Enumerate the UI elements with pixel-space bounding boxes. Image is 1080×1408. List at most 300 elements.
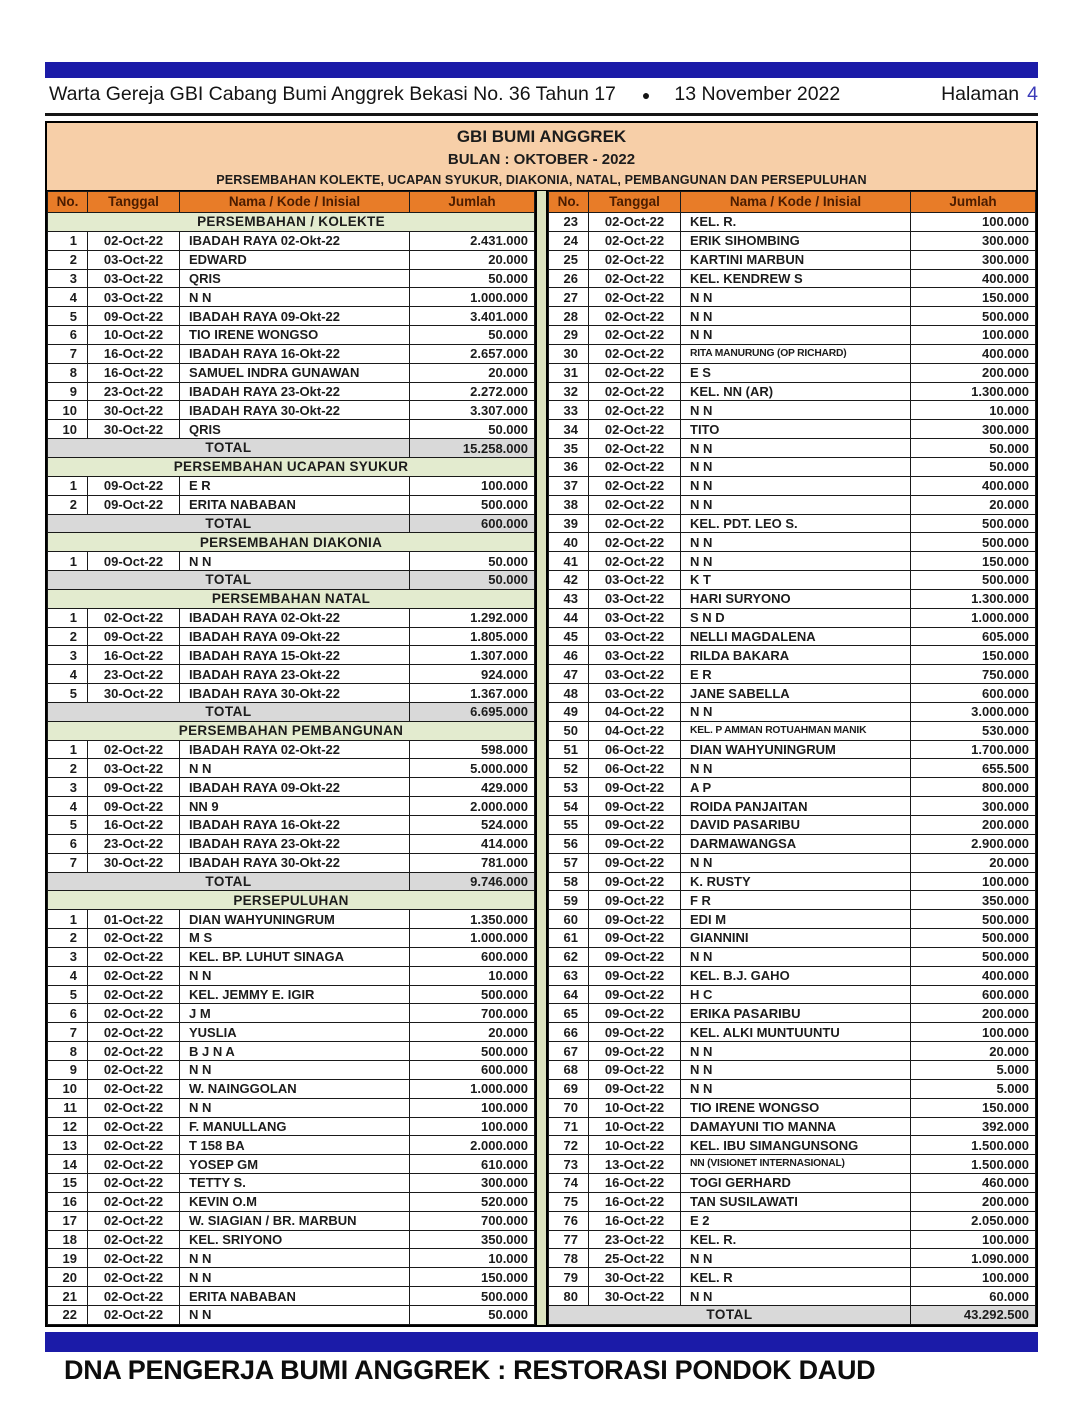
- row-date: 02-Oct-22: [88, 1192, 180, 1211]
- row-number: 11: [48, 1098, 88, 1117]
- row-number: 46: [549, 646, 589, 665]
- row-date: 09-Oct-22: [589, 1079, 681, 1098]
- row-amount: 400.000: [911, 966, 1036, 985]
- row-date: 16-Oct-22: [589, 1192, 681, 1211]
- row-amount: 60.000: [911, 1287, 1036, 1306]
- row-date: 02-Oct-22: [589, 420, 681, 439]
- row-amount: 400.000: [911, 476, 1036, 495]
- row-number: 62: [549, 947, 589, 966]
- footer-slogan: DNA PENGERJA BUMI ANGGREK : RESTORASI PONDOK DAUD: [64, 1355, 876, 1385]
- table-row: [48, 1136, 535, 1155]
- row-amount: 5.000.000: [410, 759, 535, 778]
- row-date: 30-Oct-22: [88, 420, 180, 439]
- row-name: KEL. PDT. LEO S.: [681, 514, 911, 533]
- row-amount: 3.401.000: [410, 307, 535, 326]
- table-row: [549, 759, 1036, 778]
- table-row: [48, 495, 535, 514]
- row-amount: 300.000: [911, 420, 1036, 439]
- table-row: [549, 1230, 1036, 1249]
- row-amount: 1.300.000: [911, 589, 1036, 608]
- row-number: 41: [549, 552, 589, 571]
- row-number: 25: [549, 250, 589, 269]
- row-date: 02-Oct-22: [589, 439, 681, 458]
- row-amount: 50.000: [410, 1305, 535, 1324]
- row-name: TITO: [681, 420, 911, 439]
- row-amount: 598.000: [410, 740, 535, 759]
- row-number: 1: [48, 740, 88, 759]
- table-row: [48, 1155, 535, 1174]
- row-date: 09-Oct-22: [88, 476, 180, 495]
- row-number: 69: [549, 1079, 589, 1098]
- row-number: 4: [48, 288, 88, 307]
- row-amount: 100.000: [410, 476, 535, 495]
- row-amount: 20.000: [911, 495, 1036, 514]
- row-date: 16-Oct-22: [589, 1211, 681, 1230]
- row-name: H C: [681, 985, 911, 1004]
- table-row: [48, 1211, 535, 1230]
- table-row: [549, 1098, 1036, 1117]
- table-row: [549, 213, 1036, 232]
- row-date: 02-Oct-22: [589, 213, 681, 232]
- row-date: 02-Oct-22: [589, 269, 681, 288]
- row-name: J M: [180, 1004, 410, 1023]
- row-date: 30-Oct-22: [88, 684, 180, 703]
- table-row: [549, 646, 1036, 665]
- table-row: [549, 476, 1036, 495]
- row-date: 02-Oct-22: [589, 307, 681, 326]
- row-number: 58: [549, 872, 589, 891]
- row-amount: 50.000: [410, 552, 535, 571]
- row-date: 03-Oct-22: [589, 646, 681, 665]
- table-row: [48, 816, 535, 835]
- row-date: 04-Oct-22: [589, 721, 681, 740]
- table-row: [48, 684, 535, 703]
- table-row: [549, 250, 1036, 269]
- table-row: [48, 231, 535, 250]
- table-row: [48, 929, 535, 948]
- row-name: E 2: [681, 1211, 911, 1230]
- row-name: KEL. R.: [681, 213, 911, 232]
- row-number: 37: [549, 476, 589, 495]
- row-date: 02-Oct-22: [88, 1079, 180, 1098]
- row-number: 13: [48, 1136, 88, 1155]
- row-name: N N: [681, 1060, 911, 1079]
- table-row: [48, 797, 535, 816]
- row-date: 16-Oct-22: [88, 646, 180, 665]
- row-amount: 605.000: [911, 627, 1036, 646]
- row-name: KEL. B.J. GAHO: [681, 966, 911, 985]
- row-name: TAN SUSILAWATI: [681, 1192, 911, 1211]
- row-number: 72: [549, 1136, 589, 1155]
- table-row: [549, 439, 1036, 458]
- row-amount: 500.000: [410, 495, 535, 514]
- row-name: N N: [180, 1098, 410, 1117]
- table-row: [48, 627, 535, 646]
- row-date: 23-Oct-22: [589, 1230, 681, 1249]
- row-number: 63: [549, 966, 589, 985]
- row-number: 7: [48, 344, 88, 363]
- row-date: 09-Oct-22: [589, 1060, 681, 1079]
- row-name: N N: [681, 702, 911, 721]
- total-label: TOTAL: [48, 571, 410, 590]
- row-date: 09-Oct-22: [589, 778, 681, 797]
- row-name: IBADAH RAYA 09-Okt-22: [180, 778, 410, 797]
- row-name: IBADAH RAYA 09-Okt-22: [180, 627, 410, 646]
- total-label: TOTAL: [549, 1305, 911, 1324]
- row-number: 55: [549, 816, 589, 835]
- row-name: W. NAINGGOLAN: [180, 1079, 410, 1098]
- row-number: 18: [48, 1230, 88, 1249]
- row-name: GIANNINI: [681, 929, 911, 948]
- row-name: DIAN WAHYUNINGRUM: [180, 910, 410, 929]
- row-date: 02-Oct-22: [589, 326, 681, 345]
- table-row: [48, 1042, 535, 1061]
- row-name: TOGI GERHARD: [681, 1174, 911, 1193]
- row-number: 8: [48, 1042, 88, 1061]
- row-number: 34: [549, 420, 589, 439]
- row-number: 70: [549, 1098, 589, 1117]
- row-name: T 158 BA: [180, 1136, 410, 1155]
- table-row: [549, 1268, 1036, 1287]
- row-date: 03-Oct-22: [589, 589, 681, 608]
- row-number: 7: [48, 853, 88, 872]
- row-number: 10: [48, 401, 88, 420]
- row-name: N N: [180, 288, 410, 307]
- row-date: 02-Oct-22: [88, 1023, 180, 1042]
- table-row: [549, 702, 1036, 721]
- row-amount: 1.000.000: [410, 1079, 535, 1098]
- row-number: 15: [48, 1174, 88, 1193]
- row-name: B J N A: [180, 1042, 410, 1061]
- row-number: 22: [48, 1305, 88, 1324]
- row-date: 03-Oct-22: [589, 665, 681, 684]
- row-name: N N: [180, 966, 410, 985]
- row-date: 09-Oct-22: [88, 552, 180, 571]
- total-amount: 15.258.000: [410, 439, 535, 458]
- row-name: KEL. IBU SIMANGUNSONG: [681, 1136, 911, 1155]
- row-amount: 500.000: [911, 533, 1036, 552]
- row-number: 51: [549, 740, 589, 759]
- row-amount: 2.431.000: [410, 231, 535, 250]
- row-name: S N D: [681, 608, 911, 627]
- row-name: EDI M: [681, 910, 911, 929]
- row-number: 8: [48, 363, 88, 382]
- row-name: IBADAH RAYA 30-Okt-22: [180, 684, 410, 703]
- report-title-block: [47, 123, 1036, 191]
- row-amount: 1.300.000: [911, 382, 1036, 401]
- row-amount: 150.000: [410, 1268, 535, 1287]
- row-number: 64: [549, 985, 589, 1004]
- row-amount: 2.000.000: [410, 1136, 535, 1155]
- table-row: [549, 985, 1036, 1004]
- section-title: PERSEMBAHAN UCAPAN SYUKUR: [48, 457, 535, 476]
- row-amount: 50.000: [410, 269, 535, 288]
- row-date: 10-Oct-22: [88, 326, 180, 345]
- row-number: 67: [549, 1042, 589, 1061]
- row-name: E R: [180, 476, 410, 495]
- row-date: 02-Oct-22: [589, 514, 681, 533]
- row-amount: 400.000: [911, 269, 1036, 288]
- col-tanggal: Tanggal: [88, 192, 180, 213]
- row-name: K. RUSTY: [681, 872, 911, 891]
- row-number: 31: [549, 363, 589, 382]
- row-amount: 10.000: [911, 401, 1036, 420]
- row-date: 09-Oct-22: [589, 816, 681, 835]
- row-number: 73: [549, 1155, 589, 1174]
- row-name: KEVIN O.M: [180, 1192, 410, 1211]
- row-name: IBADAH RAYA 15-Okt-22: [180, 646, 410, 665]
- row-date: 02-Oct-22: [589, 495, 681, 514]
- row-amount: 1.307.000: [410, 646, 535, 665]
- row-name: A P: [681, 778, 911, 797]
- row-name: DAVID PASARIBU: [681, 816, 911, 835]
- row-date: 25-Oct-22: [589, 1249, 681, 1268]
- table-row: [549, 853, 1036, 872]
- row-date: 02-Oct-22: [88, 985, 180, 1004]
- row-amount: 429.000: [410, 778, 535, 797]
- row-name: F. MANULLANG: [180, 1117, 410, 1136]
- row-name: IBADAH RAYA 02-Okt-22: [180, 231, 410, 250]
- section-title: PERSEPULUHAN: [48, 891, 535, 910]
- table-row: [549, 1211, 1036, 1230]
- row-amount: 750.000: [911, 665, 1036, 684]
- table-row: [549, 778, 1036, 797]
- table-row: [48, 476, 535, 495]
- row-name: QRIS: [180, 269, 410, 288]
- report-period: BULAN : OKTOBER - 2022: [447, 151, 636, 168]
- table-row: [549, 1023, 1036, 1042]
- row-number: 1: [48, 608, 88, 627]
- row-date: 23-Oct-22: [88, 665, 180, 684]
- column-header-row: [549, 192, 1036, 213]
- row-date: 09-Oct-22: [589, 853, 681, 872]
- row-amount: 20.000: [911, 853, 1036, 872]
- total-row: [549, 1305, 1036, 1324]
- table-separator: [535, 191, 548, 1325]
- row-date: 16-Oct-22: [589, 1174, 681, 1193]
- row-number: 7: [48, 1023, 88, 1042]
- row-number: 3: [48, 269, 88, 288]
- row-name: KEL. R.: [681, 1230, 911, 1249]
- table-row: [549, 891, 1036, 910]
- table-row: [48, 1117, 535, 1136]
- table-row: [549, 1079, 1036, 1098]
- row-name: N N: [681, 288, 911, 307]
- table-row: [549, 947, 1036, 966]
- row-date: 03-Oct-22: [589, 571, 681, 590]
- row-name: N N: [681, 1287, 911, 1306]
- row-name: N N: [180, 1249, 410, 1268]
- row-number: 10: [48, 1079, 88, 1098]
- row-amount: 520.000: [410, 1192, 535, 1211]
- table-row: [549, 1155, 1036, 1174]
- row-amount: 1.000.000: [410, 288, 535, 307]
- row-date: 02-Oct-22: [88, 1004, 180, 1023]
- table-row: [549, 1042, 1036, 1061]
- table-row: [48, 1079, 535, 1098]
- row-amount: 2.657.000: [410, 344, 535, 363]
- row-amount: 1.805.000: [410, 627, 535, 646]
- row-name: ERIKA PASARIBU: [681, 1004, 911, 1023]
- total-row: [48, 439, 535, 458]
- row-number: 40: [549, 533, 589, 552]
- table-row: [48, 344, 535, 363]
- row-amount: 924.000: [410, 665, 535, 684]
- row-name: TETTY S.: [180, 1174, 410, 1193]
- table-row: [48, 401, 535, 420]
- row-date: 02-Oct-22: [589, 344, 681, 363]
- row-name: N N: [681, 947, 911, 966]
- row-date: 09-Oct-22: [589, 1004, 681, 1023]
- row-amount: 20.000: [410, 250, 535, 269]
- row-amount: 350.000: [410, 1230, 535, 1249]
- total-label: TOTAL: [48, 872, 410, 891]
- row-number: 75: [549, 1192, 589, 1211]
- table-row: [549, 872, 1036, 891]
- row-number: 32: [549, 382, 589, 401]
- row-date: 09-Oct-22: [88, 627, 180, 646]
- table-row: [549, 1249, 1036, 1268]
- row-amount: 200.000: [911, 816, 1036, 835]
- table-row: [549, 1192, 1036, 1211]
- row-amount: 200.000: [911, 1192, 1036, 1211]
- row-number: 57: [549, 853, 589, 872]
- row-date: 03-Oct-22: [589, 608, 681, 627]
- row-number: 5: [48, 684, 88, 703]
- table-row: [48, 740, 535, 759]
- row-amount: 392.000: [911, 1117, 1036, 1136]
- row-date: 16-Oct-22: [88, 816, 180, 835]
- row-amount: 50.000: [410, 326, 535, 345]
- row-amount: 200.000: [911, 363, 1036, 382]
- row-date: 02-Oct-22: [88, 1230, 180, 1249]
- total-label: TOTAL: [48, 702, 410, 721]
- row-amount: 781.000: [410, 853, 535, 872]
- row-amount: 300.000: [911, 797, 1036, 816]
- row-amount: 2.000.000: [410, 797, 535, 816]
- row-date: 09-Oct-22: [589, 910, 681, 929]
- row-date: 23-Oct-22: [88, 834, 180, 853]
- table-row: [549, 457, 1036, 476]
- row-date: 03-Oct-22: [88, 250, 180, 269]
- row-date: 16-Oct-22: [88, 363, 180, 382]
- section-row: [48, 533, 535, 552]
- row-amount: 5.000: [911, 1079, 1036, 1098]
- total-row: [48, 872, 535, 891]
- table-row: [549, 589, 1036, 608]
- row-date: 03-Oct-22: [88, 288, 180, 307]
- row-date: 03-Oct-22: [589, 627, 681, 646]
- row-number: 2: [48, 929, 88, 948]
- row-name: N N: [681, 533, 911, 552]
- table-row: [549, 740, 1036, 759]
- row-name: HARI SURYONO: [681, 589, 911, 608]
- section-title: PERSEMBAHAN / KOLEKTE: [48, 213, 535, 232]
- row-date: 02-Oct-22: [88, 947, 180, 966]
- table-row: [549, 269, 1036, 288]
- row-number: 29: [549, 326, 589, 345]
- row-number: 4: [48, 665, 88, 684]
- row-date: 02-Oct-22: [88, 1211, 180, 1230]
- row-name: YOSEP GM: [180, 1155, 410, 1174]
- row-amount: 2.900.000: [911, 834, 1036, 853]
- row-number: 21: [48, 1287, 88, 1306]
- row-name: RITA MANURUNG (OP RICHARD): [681, 344, 911, 363]
- row-number: 38: [549, 495, 589, 514]
- row-number: 5: [48, 816, 88, 835]
- row-name: IBADAH RAYA 30-Okt-22: [180, 853, 410, 872]
- page-label: Halaman: [941, 83, 1020, 105]
- row-name: KEL. P AMMAN ROTUAHMAN MANIK: [681, 721, 911, 740]
- masthead-date: 13 November 2022: [674, 83, 841, 105]
- row-name: QRIS: [180, 420, 410, 439]
- row-date: 09-Oct-22: [589, 1042, 681, 1061]
- row-amount: 460.000: [911, 1174, 1036, 1193]
- row-number: 60: [549, 910, 589, 929]
- row-number: 9: [48, 382, 88, 401]
- row-date: 09-Oct-22: [589, 797, 681, 816]
- row-number: 1: [48, 231, 88, 250]
- row-name: N N: [681, 457, 911, 476]
- row-number: 78: [549, 1249, 589, 1268]
- row-amount: 500.000: [911, 571, 1036, 590]
- table-row: [48, 778, 535, 797]
- section-title: PERSEMBAHAN PEMBANGUNAN: [48, 721, 535, 740]
- row-name: E R: [681, 665, 911, 684]
- row-amount: 100.000: [911, 872, 1036, 891]
- table-row: [48, 420, 535, 439]
- row-amount: 600.000: [911, 985, 1036, 1004]
- table-row: [549, 816, 1036, 835]
- row-amount: 700.000: [410, 1004, 535, 1023]
- row-date: 02-Oct-22: [88, 740, 180, 759]
- row-date: 23-Oct-22: [88, 382, 180, 401]
- table-row: [549, 1117, 1036, 1136]
- row-name: N N: [681, 853, 911, 872]
- row-amount: 500.000: [911, 929, 1036, 948]
- col-jumlah: Jumlah: [911, 192, 1036, 213]
- top-divider-bar: [45, 62, 1038, 78]
- table-row: [48, 1004, 535, 1023]
- row-number: 9: [48, 1060, 88, 1079]
- table-row: [48, 250, 535, 269]
- row-number: 76: [549, 1211, 589, 1230]
- row-number: 2: [48, 627, 88, 646]
- row-amount: 1.090.000: [911, 1249, 1036, 1268]
- row-name: IBADAH RAYA 09-Okt-22: [180, 307, 410, 326]
- row-number: 45: [549, 627, 589, 646]
- row-number: 12: [48, 1117, 88, 1136]
- row-amount: 10.000: [410, 1249, 535, 1268]
- row-name: KEL. KENDREW S: [681, 269, 911, 288]
- table-row: [549, 363, 1036, 382]
- table-row: [549, 231, 1036, 250]
- table-row: [48, 759, 535, 778]
- row-date: 02-Oct-22: [88, 1287, 180, 1306]
- row-name: IBADAH RAYA 23-Okt-22: [180, 665, 410, 684]
- row-number: 4: [48, 797, 88, 816]
- table-row: [48, 1287, 535, 1306]
- row-number: 28: [549, 307, 589, 326]
- row-amount: 800.000: [911, 778, 1036, 797]
- section-row: [48, 721, 535, 740]
- row-name: F R: [681, 891, 911, 910]
- row-number: 20: [48, 1268, 88, 1287]
- row-name: ROIDA PANJAITAN: [681, 797, 911, 816]
- row-name: KEL. BP. LUHUT SINAGA: [180, 947, 410, 966]
- row-amount: 1.000.000: [911, 608, 1036, 627]
- row-name: N N: [180, 552, 410, 571]
